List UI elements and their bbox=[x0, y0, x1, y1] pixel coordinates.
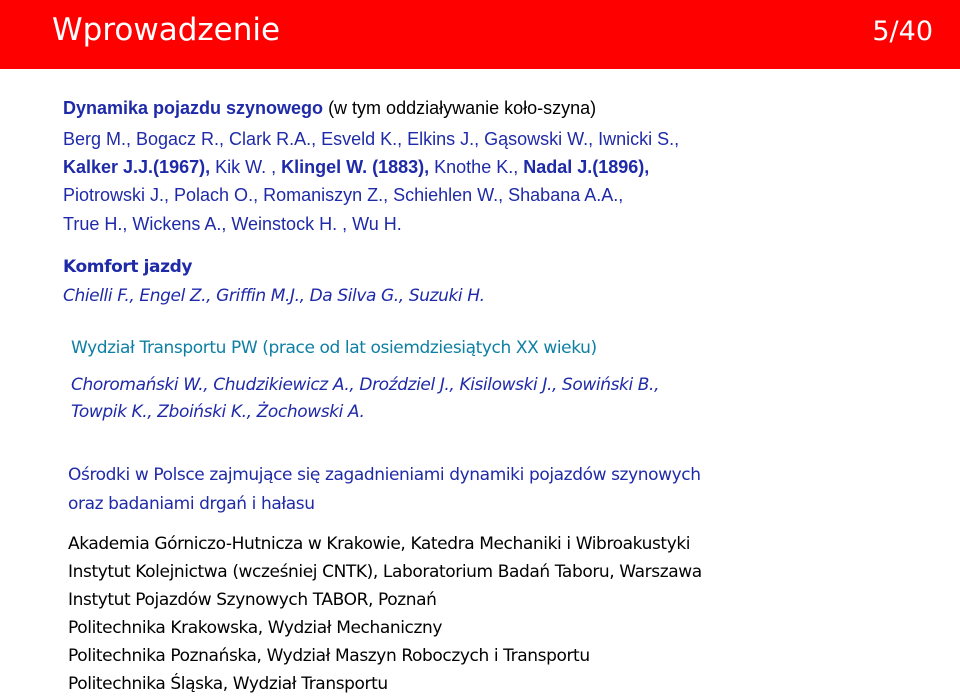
center-item: Politechnika Poznańska, Wydział Maszyn Roboczych i Transportu bbox=[68, 646, 590, 666]
author-kalker: Kalker J.J.(1967), bbox=[63, 157, 211, 177]
authors-line-1: Berg M., Bogacz R., Clark R.A., Esveld K., Elkins J., Gąsowski W., Iwnicki S., bbox=[63, 129, 680, 149]
center-item: Politechnika Krakowska, Wydział Mechaniczny bbox=[68, 618, 443, 638]
author-klingel: Klingel W. (1883), bbox=[281, 157, 430, 177]
comfort-heading: Komfort jazdy bbox=[63, 257, 193, 277]
slide-header bbox=[0, 0, 960, 69]
pw-transport-heading: Wydział Transportu PW (prace od lat osiemdziesiątych XX wieku) bbox=[71, 338, 597, 358]
section-rail-dynamics-heading bbox=[63, 97, 596, 119]
heading-bold: Dynamika pojazdu szynowego bbox=[63, 98, 324, 118]
author-kik: Kik W. , bbox=[210, 157, 282, 177]
center-item: Akademia Górniczo-Hutnicza w Krakowie, Katedra Mechaniki i Wibroakustyki bbox=[68, 534, 691, 554]
comfort-authors: Chielli F., Engel Z., Griffin M.J., Da Silva G., Suzuki H. bbox=[63, 286, 485, 306]
pw-authors-line-1: Choromański W., Chudzikiewicz A., Droździel J., Kisilowski J., Sowiński B., bbox=[71, 375, 660, 395]
pw-authors-line-2: Towpik K., Zboiński K., Żochowski A. bbox=[71, 402, 365, 422]
page-number: 5/40 bbox=[872, 16, 933, 47]
authors-line-3: Piotrowski J., Polach O., Romaniszyn Z., Schiehlen W., Shabana A.A., bbox=[63, 185, 624, 205]
centers-heading-line-2: oraz badaniami drgań i hałasu bbox=[68, 494, 315, 514]
center-item: Instytut Pojazdów Szynowych TABOR, Poznań bbox=[68, 590, 437, 610]
slide-title: Wprowadzenie bbox=[52, 12, 281, 48]
authors-line-4: True H., Wickens A., Weinstock H. , Wu H. bbox=[63, 214, 402, 234]
center-item: Instytut Kolejnictwa (wcześniej CNTK), Laboratorium Badań Taboru, Warszawa bbox=[68, 562, 702, 582]
centers-heading-line-1: Ośrodki w Polsce zajmujące się zagadnieniami dynamiki pojazdów szynowych bbox=[68, 465, 701, 485]
authors-line-2 bbox=[63, 156, 649, 178]
center-item: Politechnika Śląska, Wydział Transportu bbox=[68, 674, 388, 694]
heading-rest: (w tym oddziaływanie koło-szyna) bbox=[323, 98, 597, 118]
author-nadal: Nadal J.(1896), bbox=[523, 157, 650, 177]
author-knothe: Knothe K., bbox=[429, 157, 524, 177]
